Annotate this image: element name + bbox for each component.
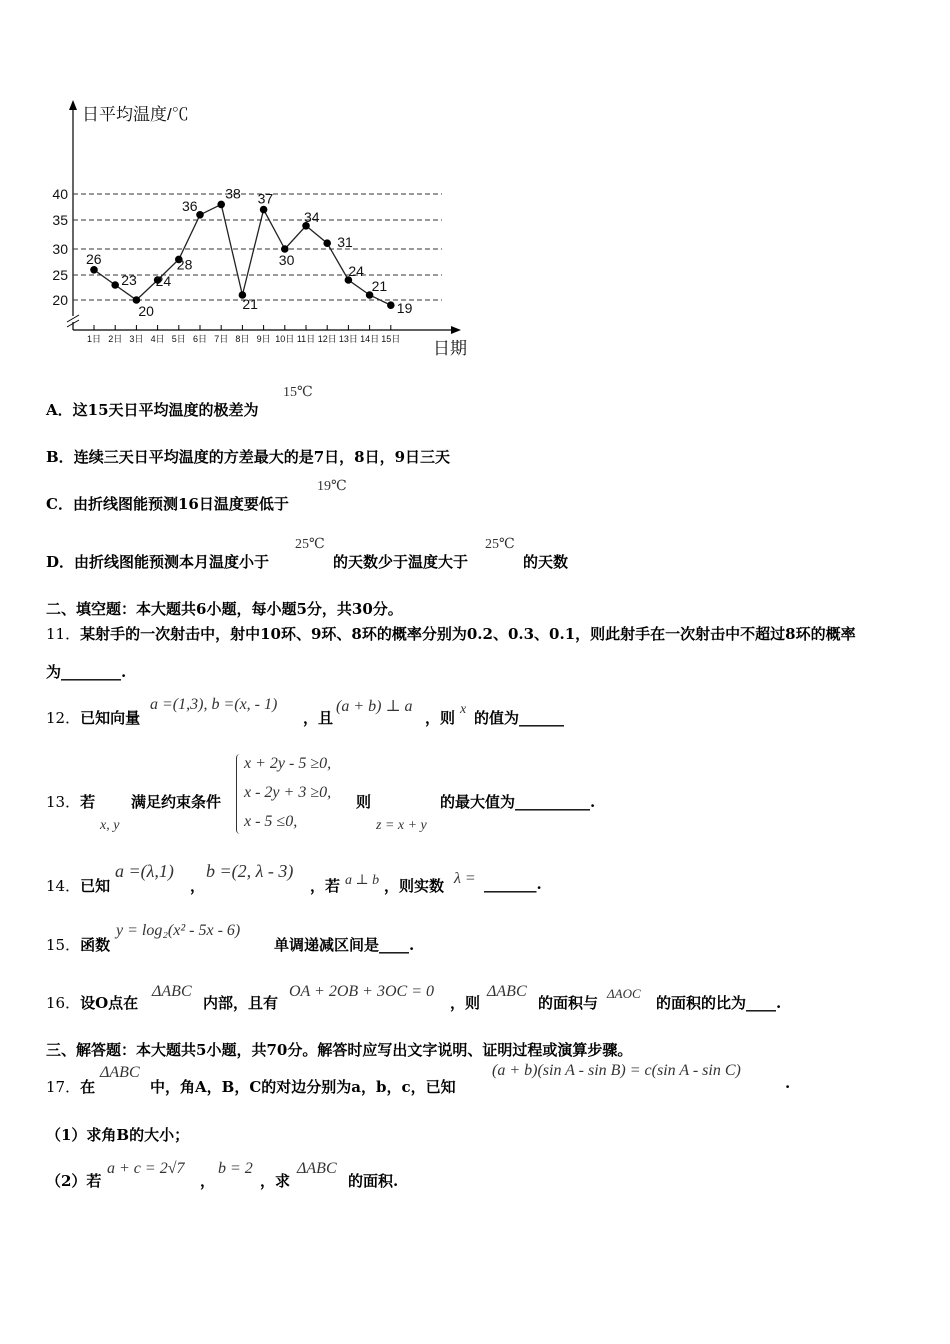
temperature-line-chart — [40, 90, 490, 365]
data-label: 26 — [86, 250, 102, 267]
q15-pre: 函数 — [80, 936, 111, 954]
q17 — [46, 1076, 95, 1097]
data-label: 20 — [138, 303, 154, 319]
option-c-math: 19℃ — [317, 479, 347, 494]
q17-part2-mid: ，求 — [260, 1172, 291, 1190]
x-tick-label: 15日 — [381, 334, 401, 344]
q12-num: 12． — [46, 709, 81, 727]
q12-post: 的值为______ — [474, 709, 565, 727]
data-point — [90, 266, 98, 274]
q11-line2: 为________. — [46, 663, 127, 681]
q13-c2: x - 2y + 3 ≥0, — [244, 784, 332, 801]
q14-math3: a ⊥ b — [345, 873, 380, 888]
q11-text: 某射手的一次射击中，射中10环、9环、8环的概率分别为0.2、0.3、0.1，则此射手在一次射击中不超过8环的概率 — [80, 625, 856, 643]
data-label: 21 — [242, 296, 258, 312]
q16-mid1: 内部，且有 — [203, 994, 279, 1012]
q16-num: 16． — [46, 994, 81, 1012]
q16 — [46, 992, 138, 1013]
q17-mid: 中，角A，B，C的对边分别为a，b，c，已知 — [150, 1078, 456, 1096]
option-b — [46, 446, 450, 467]
q15-math: y = log₂(x² - 5x - 6) — [116, 922, 241, 939]
option-d-math1: 25℃ — [295, 537, 325, 552]
y-tick-label-40: 40 — [52, 186, 68, 202]
data-label: 24 — [348, 263, 364, 279]
option-d-text3: 的天数 — [523, 553, 569, 571]
q14 — [46, 875, 110, 896]
q17-math1: ΔABC — [100, 1064, 140, 1081]
data-label: 30 — [278, 252, 295, 268]
x-tick-label: 14日 — [360, 334, 380, 344]
q12-pre: 已知向量 — [80, 709, 141, 727]
data-point — [111, 281, 119, 289]
q14-math1: a =(λ,1) — [115, 861, 174, 881]
q13-pre: 若 — [80, 793, 96, 811]
x-tick-label: 2日 — [108, 334, 123, 344]
q12 — [46, 707, 140, 728]
q17-num: 17． — [46, 1078, 81, 1096]
data-label: 23 — [121, 272, 137, 288]
y-tick-label-25: 25 — [52, 267, 68, 283]
y-tick-label-35: 35 — [52, 212, 68, 228]
q17-end: . — [785, 1074, 791, 1092]
q13 — [46, 791, 95, 812]
q12-math2: (a + b) ⊥ a — [336, 698, 413, 715]
x-tick-label: 4日 — [150, 334, 165, 344]
option-a — [46, 399, 259, 420]
data-point — [387, 301, 395, 309]
q12-mid: ，且 — [303, 709, 334, 727]
y-axis-title: 日平均温度/℃ — [82, 105, 189, 124]
q13-c3: x - 5 ≤0, — [244, 813, 298, 830]
q17-math2: (a + b)(sin A - sin B) = c(sin A - sin C) — [492, 1062, 741, 1079]
q15-num: 15． — [46, 936, 81, 954]
q12-math3: x — [460, 702, 467, 717]
data-point — [323, 239, 331, 247]
option-d-text1: 由折线图能预测本月温度小于 — [74, 553, 270, 571]
option-d-math2: 25℃ — [485, 537, 515, 552]
data-point — [217, 201, 225, 209]
q13-mid: 满足约束条件 — [131, 793, 222, 811]
data-label: 36 — [182, 197, 198, 214]
q16-math1: ΔABC — [152, 983, 192, 1000]
y-tick-label-20: 20 — [52, 292, 68, 308]
x-tick-label: 3日 — [129, 334, 144, 344]
data-label: 38 — [225, 185, 241, 202]
option-a-math: 15℃ — [283, 385, 313, 400]
q16-math2: OA + 2OB + 3OC = 0 — [289, 983, 434, 1000]
x-tick-label: 10日 — [275, 334, 295, 344]
x-tick-label: 13日 — [338, 334, 358, 344]
x-tick-label: 1日 — [86, 334, 102, 344]
x-tick-label: 5日 — [171, 334, 186, 344]
q15 — [46, 934, 110, 955]
option-d-label-text — [46, 551, 269, 572]
x-axis-title: 日期 — [433, 339, 467, 358]
q17-part2-math3: ΔABC — [297, 1160, 337, 1177]
q16-mid2: ，则 — [450, 994, 481, 1012]
data-label: 37 — [257, 190, 274, 207]
q13-num: 13． — [46, 793, 81, 811]
option-b-text: 连续三天日平均温度的方差最大的是7日，8日，9日三天 — [73, 448, 451, 466]
x-tick-label: 9日 — [256, 334, 271, 344]
x-tick-label: 11日 — [296, 334, 316, 344]
q16-math3: ΔABC — [487, 983, 527, 1000]
q14-math4: λ = — [454, 870, 476, 887]
q14-pre: 已知 — [80, 877, 111, 895]
x-axis-arrow — [451, 326, 461, 334]
q17-part2-post: 的面积. — [348, 1172, 399, 1190]
section3-title: 三、解答题：本大题共5小题，共70分。解答时应写出文字说明、证明过程或演算步骤。 — [46, 1041, 633, 1059]
q14-mid: ，若 — [310, 877, 341, 895]
data-label: 28 — [176, 256, 193, 273]
data-label: 34 — [304, 208, 320, 225]
q17-part2-math1: a + c = 2√7 — [107, 1160, 185, 1177]
q17-part2-pre: （2）若 — [46, 1172, 102, 1190]
q16-mid3: 的面积与 — [538, 994, 599, 1012]
q13-post: 的最大值为__________. — [440, 793, 596, 811]
x-tick-label: 12日 — [317, 334, 337, 344]
x-tick-label: 8日 — [235, 334, 250, 344]
q13-obj: z = x + y — [376, 818, 427, 833]
q17-part1: （1）求角B的大小； — [46, 1126, 190, 1144]
x-tick-label: 6日 — [192, 334, 208, 344]
q16-pre: 设O点在 — [80, 994, 139, 1012]
option-a-label: A． — [46, 401, 73, 419]
q11-num: 11． — [46, 625, 81, 643]
q14-mid2: ，则实数 — [384, 877, 445, 895]
data-label: 19 — [396, 300, 413, 317]
option-c-text: 由折线图能预测16日温度要低于 — [72, 495, 289, 513]
data-label: 24 — [155, 273, 172, 289]
q14-num: 14． — [46, 877, 81, 895]
q13-then: 则 — [356, 793, 372, 811]
q11-line1 — [46, 623, 856, 644]
q13-vars: x, y — [100, 818, 120, 833]
option-a-text: 这15天日平均温度的极差为 — [72, 401, 259, 419]
option-b-label: B． — [46, 448, 74, 466]
q17-part2-sep: ， — [200, 1172, 216, 1190]
q14-post: _______. — [484, 875, 542, 893]
q17-part2-math2: b = 2 — [218, 1160, 253, 1177]
q17-pre: 在 — [80, 1078, 96, 1096]
section2-title: 二、填空题：本大题共6小题，每小题5分，共30分。 — [46, 600, 403, 618]
x-tick-label: 7日 — [214, 334, 229, 344]
q14-math2: b =(2, λ - 3) — [206, 861, 294, 881]
option-d-text2: 的天数少于温度大于 — [333, 553, 469, 571]
q13-brace — [236, 754, 240, 834]
q13-c1: x + 2y - 5 ≥0, — [244, 755, 332, 772]
y-tick-label-30: 30 — [52, 241, 68, 257]
data-label: 21 — [371, 278, 388, 294]
option-d-label: D． — [46, 553, 75, 571]
data-label: 31 — [337, 234, 353, 251]
q12-mid2: ，则 — [425, 709, 456, 727]
q16-post: 的面积的比为____. — [656, 994, 782, 1012]
y-axis-arrow — [69, 100, 77, 110]
q14-sep: ， — [190, 877, 206, 895]
q12-math1: a =(1,3), b =(x, - 1) — [150, 696, 278, 713]
data-point — [260, 206, 268, 214]
q15-post: 单调递减区间是____. — [274, 936, 415, 954]
option-c-label: C． — [46, 495, 73, 513]
option-c — [46, 493, 289, 514]
q16-math4: ΔAOC — [607, 986, 641, 1001]
